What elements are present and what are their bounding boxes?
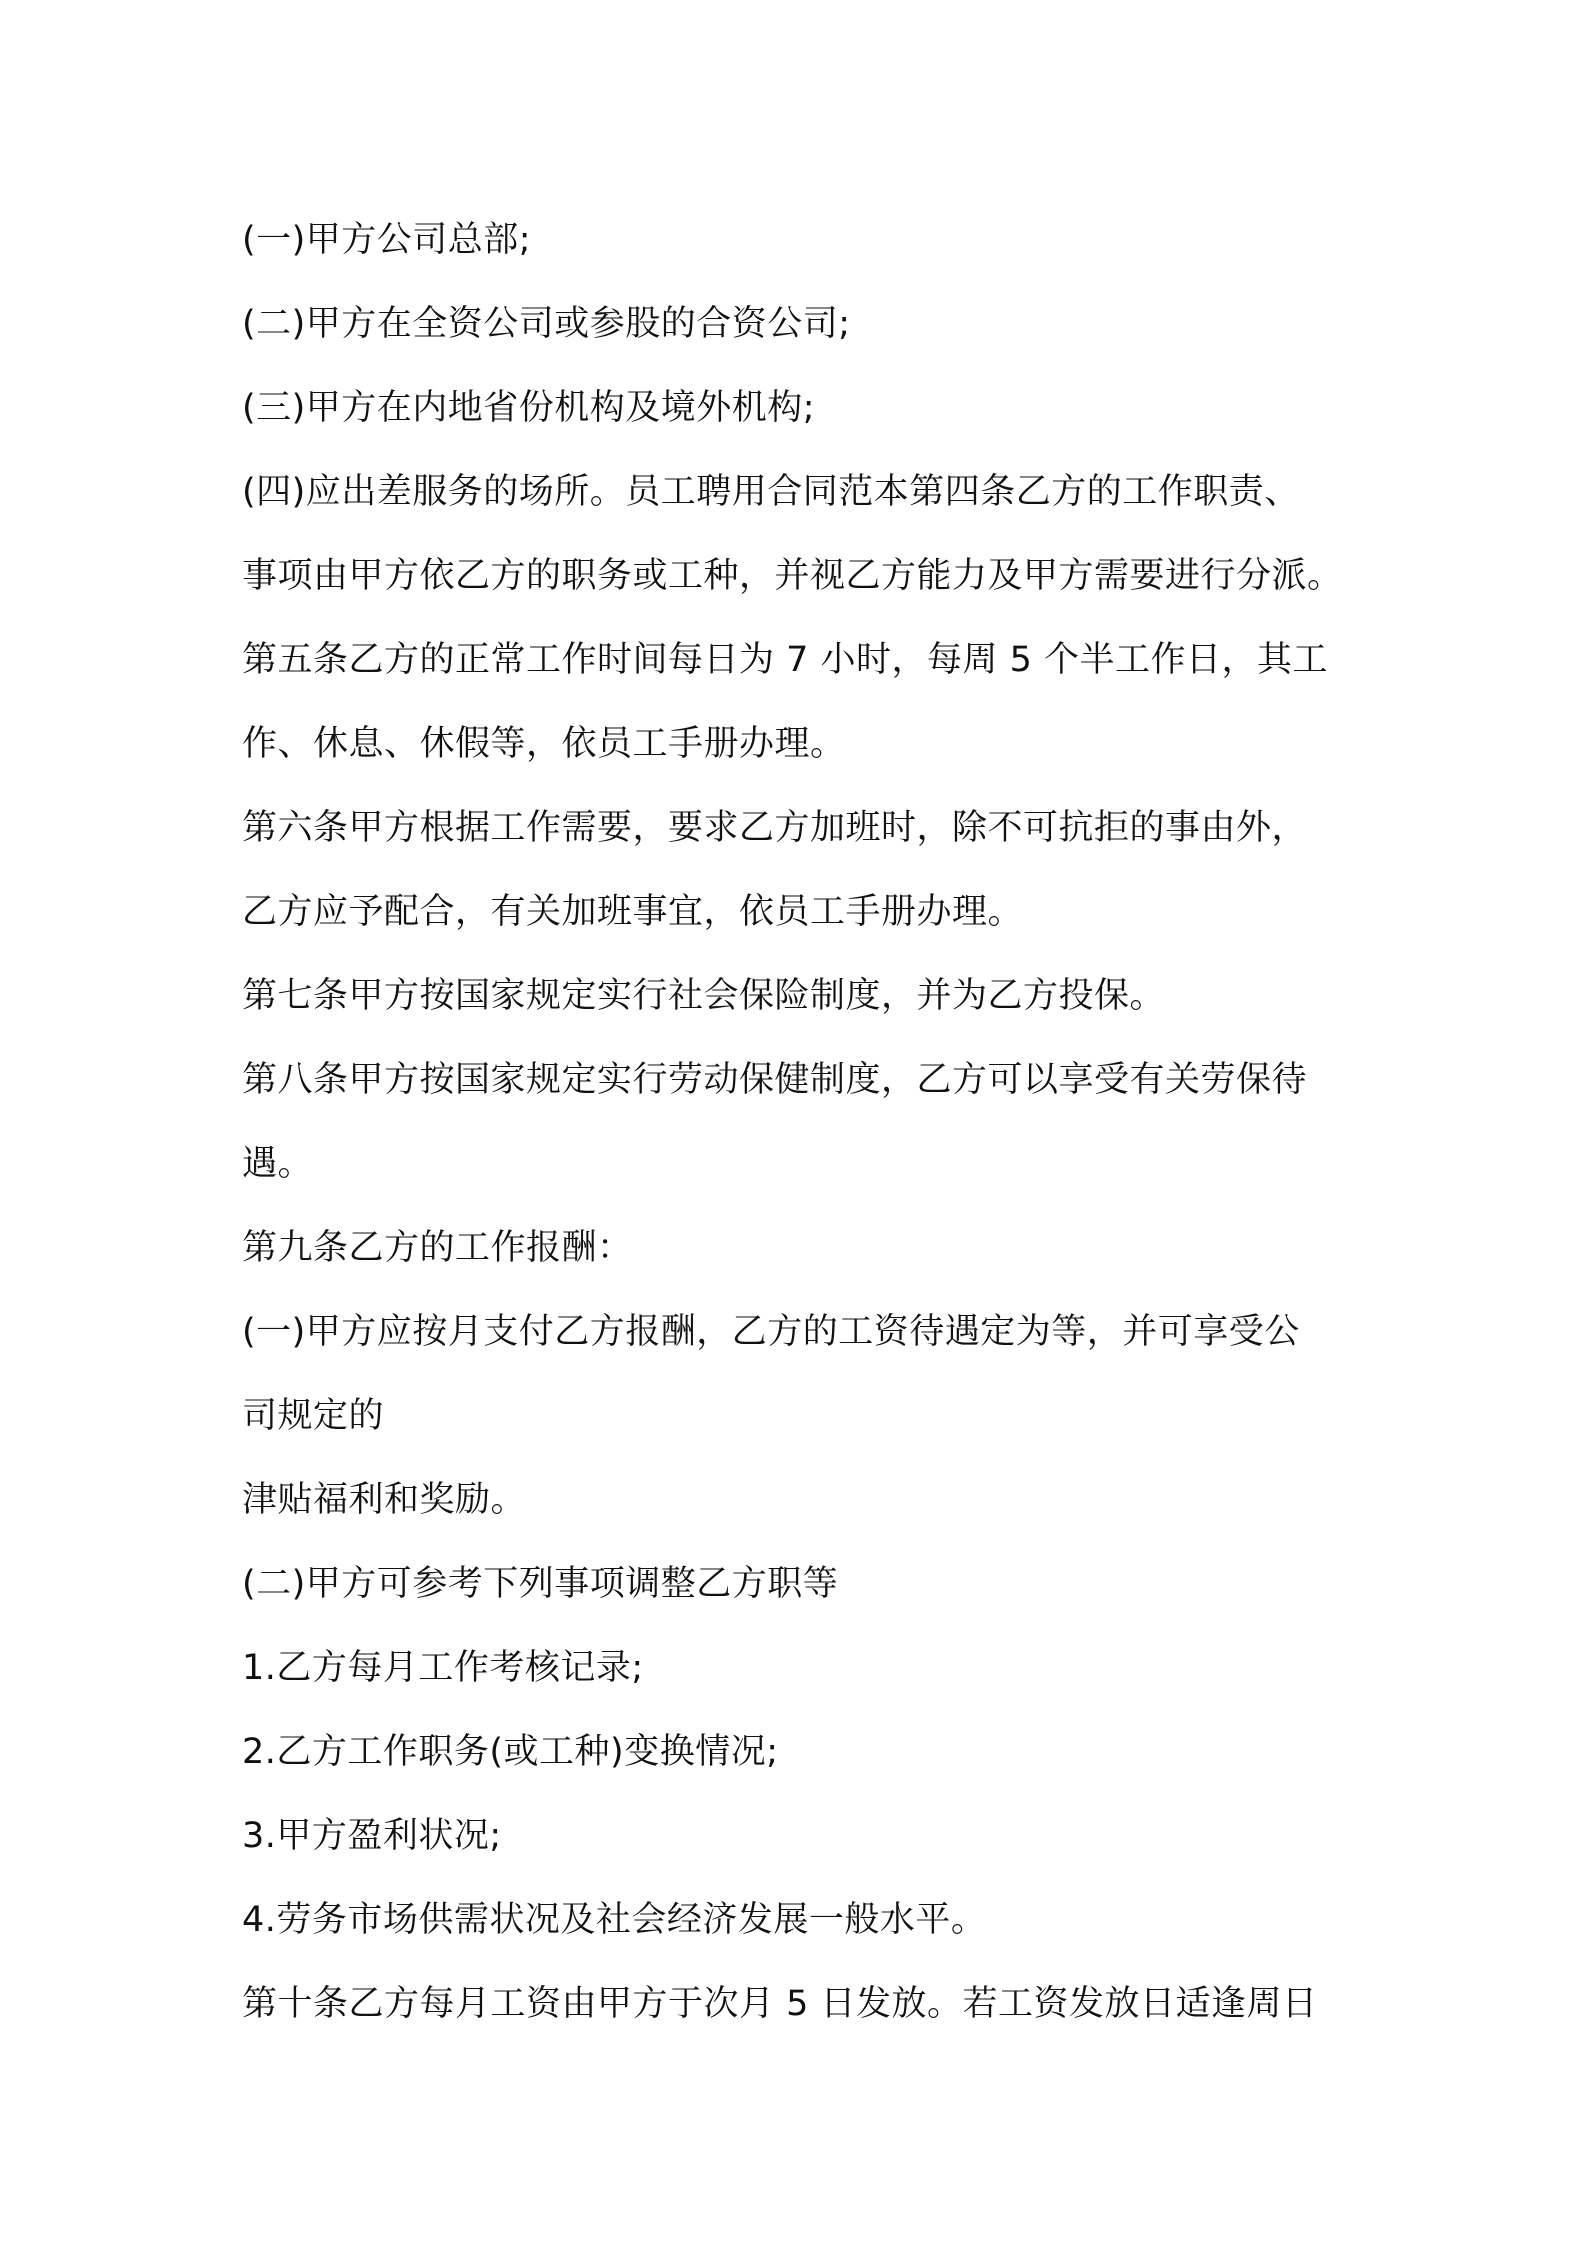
list-item-3: 3.甲方盈利状况; xyxy=(242,1816,502,1856)
clause-item-2-joint-ventures: (二)甲方在全资公司或参股的合资公司; xyxy=(242,304,851,344)
article-7-social-insurance: 第七条甲方按国家规定实行社会保险制度，并为乙方投保。 xyxy=(242,976,1166,1016)
clause-item-4-business-travel: (四)应出差服务的场所。员工聘用合同范本第四条乙方的工作职责、 xyxy=(242,472,1300,512)
article-8-continuation: 遇。 xyxy=(242,1144,314,1184)
article-5-working-hours: 第五条乙方的正常工作时间每日为 7 小时，每周 5 个半工作日，其工 xyxy=(242,640,1329,680)
article-6-continuation: 乙方应予配合，有关加班事宜，依员工手册办理。 xyxy=(242,892,1024,932)
list-item-1: 1.乙方每月工作考核记录; xyxy=(242,1648,644,1688)
article-9-item-1-benefits: 津贴福利和奖励。 xyxy=(242,1480,527,1520)
article-10-payday: 第十条乙方每月工资由甲方于次月 5 日发放。若工资发放日适逢周日 xyxy=(242,1984,1318,2024)
article-4-continuation: 事项由甲方依乙方的职务或工种，并视乙方能力及甲方需要进行分派。 xyxy=(242,556,1343,596)
article-9-item-1: (一)甲方应按月支付乙方报酬，乙方的工资待遇定为等，并可享受公 xyxy=(242,1312,1300,1352)
article-9-remuneration-heading: 第九条乙方的工作报酬： xyxy=(242,1228,633,1268)
list-item-4: 4.劳务市场供需状况及社会经济发展一般水平。 xyxy=(242,1900,987,1940)
article-8-labor-protection: 第八条甲方按国家规定实行劳动保健制度，乙方可以享受有关劳保待 xyxy=(242,1060,1308,1100)
list-item-2: 2.乙方工作职务(或工种)变换情况; xyxy=(242,1732,779,1772)
article-9-item-2: (二)甲方可参考下列事项调整乙方职等 xyxy=(242,1564,839,1604)
clause-item-3-provincial-overseas: (三)甲方在内地省份机构及境外机构; xyxy=(242,388,816,428)
article-5-continuation: 作、休息、休假等，依员工手册办理。 xyxy=(242,724,846,764)
clause-item-1-headquarters: (一)甲方公司总部; xyxy=(242,220,532,260)
article-6-overtime: 第六条甲方根据工作需要，要求乙方加班时，除不可抗拒的事由外， xyxy=(242,808,1308,848)
article-9-item-1-continuation: 司规定的 xyxy=(242,1396,385,1436)
document-body xyxy=(242,198,1382,2046)
